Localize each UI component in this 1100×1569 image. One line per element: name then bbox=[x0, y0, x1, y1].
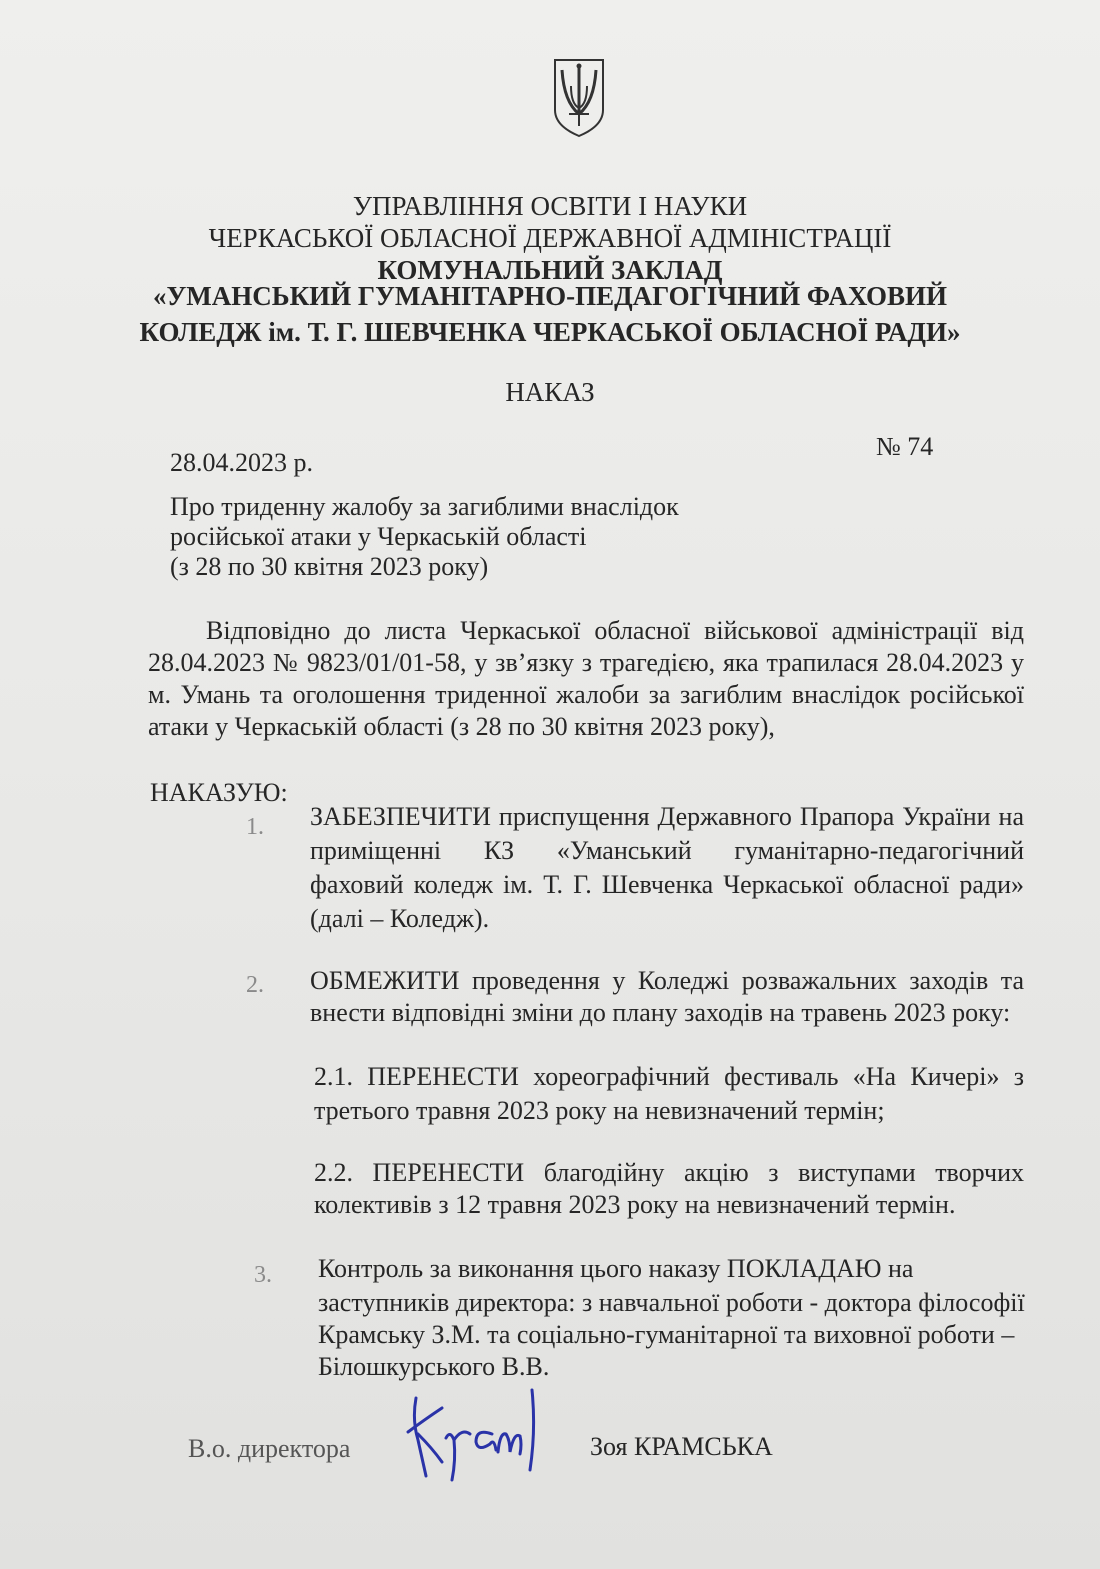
signer-name: Зоя КРАМСЬКА bbox=[590, 1432, 773, 1461]
handwritten-signature bbox=[402, 1380, 552, 1490]
item-2-line-1: ОБМЕЖИТИ проведення у Коледжі розважальних заходів та bbox=[310, 966, 1024, 995]
preamble-line-3: м. Умань та оголошення триденної жалоби за загиблим внаслідок російської bbox=[148, 680, 1024, 709]
item-2-line-2: внести відповідні зміни до плану заходів на травень 2023 року: bbox=[310, 998, 1011, 1027]
item-number: 1. bbox=[246, 814, 264, 840]
subitem-2-1-line-2: третього травня 2023 року на невизначений термін; bbox=[314, 1096, 885, 1125]
order-word: НАКАЗУЮ: bbox=[150, 778, 288, 807]
subitem-2-2-line-2: колективів з 12 травня 2023 року на невизначений термін. bbox=[314, 1190, 956, 1219]
signer-position: В.о. директора bbox=[188, 1434, 351, 1463]
item-1-line-1: ЗАБЕЗПЕЧИТИ приспущення Державного Прапора України на bbox=[310, 802, 1024, 831]
document-number: № 74 bbox=[876, 432, 934, 461]
item-1-line-3: фаховий коледж ім. Т. Г. Шевченка Черкаської обласної ради» bbox=[310, 870, 1024, 899]
item-3-line-3: Крамську З.М. та соціально-гуманітарної та виховної роботи – bbox=[318, 1320, 1015, 1349]
subitem-2-1-line-1: 2.1. ПЕРЕНЕСТИ хореографічний фестиваль «На Кичері» з bbox=[314, 1062, 1024, 1091]
item-number: 2. bbox=[246, 972, 264, 998]
item-3-line-1: Контроль за виконання цього наказу ПОКЛАДАЮ на bbox=[318, 1254, 914, 1283]
header-line-5: КОЛЕДЖ ім. Т. Г. ШЕВЧЕНКА ЧЕРКАСЬКОЇ ОБЛАСНОЇ РАДИ» bbox=[139, 317, 961, 347]
document-date: 28.04.2023 р. bbox=[170, 448, 313, 477]
item-1-line-2: приміщенні КЗ «Уманський гуманітарно-педагогічний bbox=[310, 836, 1024, 865]
item-1-line-4: (далі – Коледж). bbox=[310, 904, 490, 933]
header-line-4: «УМАНСЬКИЙ ГУМАНІТАРНО-ПЕДАГОГІЧНИЙ ФАХОВИЙ bbox=[152, 281, 948, 311]
subject-line-1: Про триденну жалобу за загиблими внаслідок bbox=[170, 492, 679, 521]
header-line-1: УПРАВЛІННЯ ОСВІТИ І НАУКИ bbox=[352, 191, 748, 221]
header-line-2: ЧЕРКАСЬКОЇ ОБЛАСНОЇ ДЕРЖАВНОЇ АДМІНІСТРАЦІЇ bbox=[208, 223, 892, 253]
preamble-line-2: 28.04.2023 № 9823/01/01-58, у зв’язку з трагедією, яка трапилася 28.04.2023 у bbox=[148, 648, 1024, 677]
preamble-line-1: Відповідно до листа Черкаської обласної військової адміністрації від bbox=[206, 616, 1024, 645]
item-number: 3. bbox=[254, 1262, 272, 1288]
subject-line-2: російської атаки у Черкаській області bbox=[170, 522, 587, 551]
preamble-line-4: атаки у Черкаській області (з 28 по 30 квітня 2023 року), bbox=[148, 712, 775, 741]
document-type: НАКАЗ bbox=[505, 377, 595, 407]
header-line-3: КОМУНАЛЬНИЙ ЗАКЛАД bbox=[377, 255, 723, 285]
item-3-line-4: Білошкурського В.В. bbox=[318, 1352, 550, 1381]
trident-emblem-icon bbox=[551, 56, 607, 138]
subject-line-3: (з 28 по 30 квітня 2023 року) bbox=[170, 552, 489, 581]
subitem-2-2-line-1: 2.2. ПЕРЕНЕСТИ благодійну акцію з виступами творчих bbox=[314, 1158, 1024, 1187]
item-3-line-2: заступників директора: з навчальної роботи - доктора філософії bbox=[318, 1288, 1025, 1317]
